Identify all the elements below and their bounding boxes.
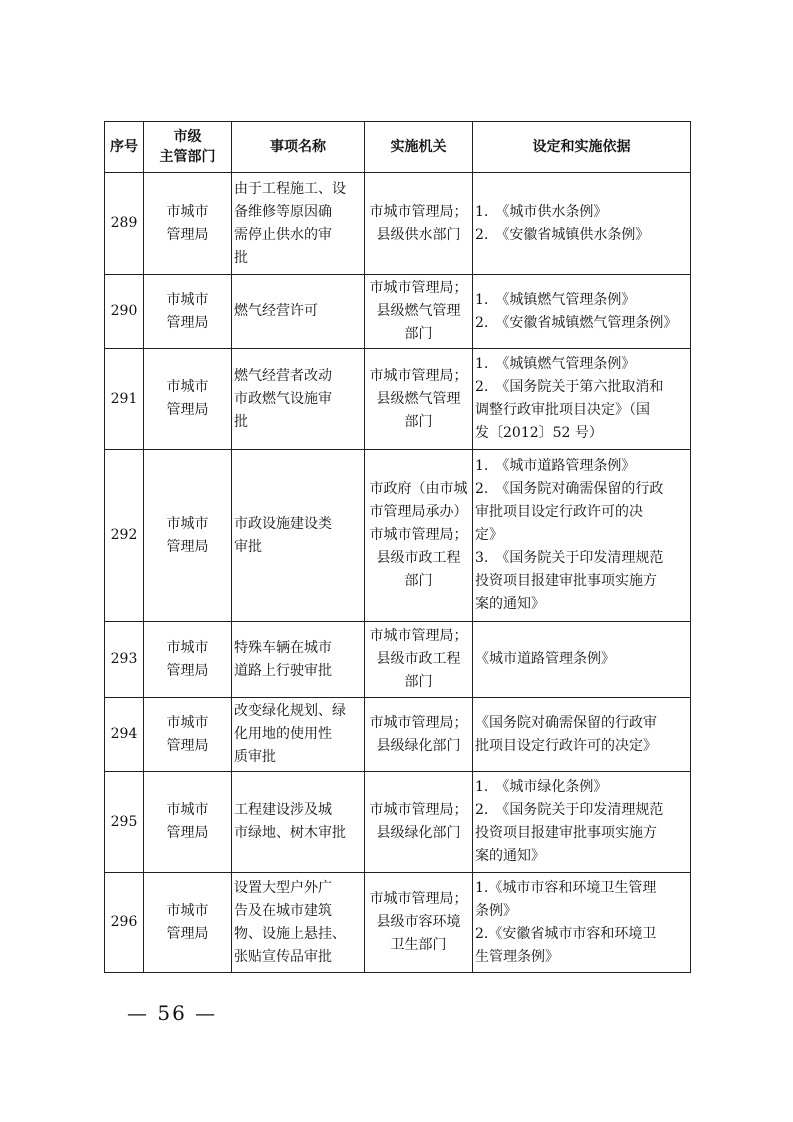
cell-item-name-line: 质审批: [234, 749, 276, 765]
table-row: [105, 698, 691, 772]
cell-no: 294: [105, 698, 144, 772]
cell-org-line: 县级市政工程: [376, 550, 461, 566]
cell-dept-line: 管理局: [166, 925, 209, 942]
cell-no: 291: [105, 349, 144, 450]
cell-dept: [144, 173, 232, 275]
cell-dept-line: 市城市: [166, 379, 209, 395]
cell-basis-line: 案的通知》: [475, 596, 545, 612]
cell-org-line: 市城市管理局；: [369, 714, 468, 731]
cell-org-line: 部门: [404, 674, 433, 690]
header-basis: 设定和实施依据: [473, 122, 691, 173]
table-row: [105, 622, 691, 698]
cell-basis-line: 2. 《安徽省城镇燃气管理条例》: [475, 314, 678, 331]
cell-basis-line: 2. 《国务院关于第六批取消和: [475, 379, 664, 395]
cell-org: [365, 173, 473, 275]
cell-item-name-line: 化用地的使用性: [234, 726, 332, 742]
cell-org-line: 县级绿化部门: [376, 737, 461, 754]
cell-basis-line: 投资项目报建审批事项实施方: [475, 573, 657, 589]
cell-item-name-line: 特殊车辆在城市: [234, 639, 332, 656]
cell-org-line: 市城市管理局；: [369, 891, 468, 907]
cell-basis-line: 《国务院对确需保留的行政审: [475, 714, 657, 731]
cell-basis-line: 投资项目报建审批事项实施方: [475, 825, 657, 841]
cell-org-line: 县级燃气管理: [376, 303, 461, 319]
header-no: 序号: [105, 122, 144, 173]
approval-items-table: [104, 121, 691, 973]
cell-org: [365, 772, 473, 873]
cell-basis-line: 批项目设定行政许可的决定》: [475, 737, 657, 754]
cell-org-line: 市城市管理局；: [369, 802, 468, 818]
cell-dept-line: 市城市: [166, 714, 209, 731]
cell-dept: [144, 772, 232, 873]
cell-item-name: [232, 275, 365, 349]
cell-org-line: 县级市政工程: [376, 651, 461, 667]
cell-item-name-line: 备维修等原因确: [234, 203, 332, 220]
cell-no: 290: [105, 275, 144, 349]
cell-no: 293: [105, 622, 144, 698]
cell-basis-line: 审批项目设定行政许可的决: [475, 504, 643, 520]
cell-basis: [473, 772, 691, 873]
cell-org: [365, 275, 473, 349]
cell-org-line: 部门: [404, 326, 433, 342]
cell-basis-line: 案的通知》: [475, 848, 545, 864]
table-row: [105, 772, 691, 873]
table-row: [105, 173, 691, 275]
table-body: [105, 173, 691, 973]
cell-item-name: [232, 873, 365, 973]
cell-dept-line: 市城市: [166, 902, 209, 919]
cell-basis-line: 1. 《城市供水条例》: [475, 203, 608, 220]
cell-no: 292: [105, 450, 144, 622]
cell-item-name-line: 工程建设涉及城: [234, 802, 332, 818]
cell-basis-line: 1. 《城市道路管理条例》: [475, 458, 636, 474]
cell-no: 295: [105, 772, 144, 873]
cell-dept: [144, 698, 232, 772]
cell-basis-line: 2. 《国务院对确需保留的行政: [475, 481, 664, 497]
cell-item-name-line: 改变绿化规划、绿: [234, 703, 346, 719]
cell-basis-line: 2.《安徽省城市市容和环境卫: [475, 925, 657, 942]
cell-basis-line: 2. 《国务院关于印发清理规范: [475, 802, 664, 818]
cell-basis-line: 1. 《城镇燃气管理条例》: [475, 291, 636, 308]
cell-dept-line: 管理局: [166, 825, 209, 841]
cell-dept-line: 市城市: [166, 515, 209, 532]
cell-item-name: [232, 173, 365, 275]
cell-dept-line: 管理局: [166, 226, 209, 243]
cell-basis: [473, 622, 691, 698]
cell-basis-line: 定》: [475, 527, 503, 543]
cell-item-name: [232, 349, 365, 450]
cell-basis-line: 2. 《安徽省城镇供水条例》: [475, 226, 650, 243]
cell-dept-line: 市城市: [166, 291, 209, 308]
cell-basis-line: 《城市道路管理条例》: [475, 651, 615, 667]
cell-dept-line: 市城市: [166, 203, 209, 220]
cell-item-name: [232, 450, 365, 622]
cell-basis-line: 1.《城市市容和环境卫生管理: [475, 879, 657, 896]
cell-dept-line: 管理局: [166, 538, 209, 555]
cell-dept: [144, 349, 232, 450]
cell-dept-line: 市城市: [166, 639, 209, 656]
cell-org-line: 部门: [404, 573, 433, 589]
cell-org-line: 市城市管理局；: [369, 628, 468, 644]
cell-basis: [473, 349, 691, 450]
cell-item-name-line: 由于工程施工、设: [234, 180, 346, 197]
cell-basis: [473, 450, 691, 622]
cell-no: 289: [105, 173, 144, 275]
cell-item-name-line: 燃气经营者改动: [234, 367, 332, 384]
cell-dept: [144, 275, 232, 349]
cell-org-line: 市城市管理局；: [369, 527, 468, 543]
cell-org-line: 市管理局承办）: [369, 504, 468, 520]
header-dept: [144, 122, 232, 173]
cell-org-line: 部门: [404, 413, 433, 430]
cell-item-name: [232, 622, 365, 698]
header-org: 实施机关: [365, 122, 473, 173]
cell-dept-line: 管理局: [166, 314, 209, 331]
cell-org-line: 卫生部门: [390, 937, 447, 953]
cell-basis: [473, 698, 691, 772]
cell-basis: [473, 873, 691, 973]
cell-dept-line: 管理局: [166, 402, 209, 418]
cell-basis: [473, 275, 691, 349]
cell-item-name-line: 批: [234, 249, 248, 266]
cell-dept: [144, 873, 232, 973]
page-number: — 56 —: [127, 1001, 218, 1025]
cell-dept-line: 管理局: [166, 662, 209, 679]
table-row: [105, 349, 691, 450]
cell-org: [365, 450, 473, 622]
cell-basis-line: 发〔2012〕52 号）: [475, 425, 603, 441]
cell-org: [365, 349, 473, 450]
cell-org-line: 县级燃气管理: [376, 390, 461, 407]
cell-org-line: 市城市管理局；: [369, 280, 468, 296]
cell-item-name-line: 燃气经营许可: [234, 303, 318, 319]
cell-item-name: [232, 698, 365, 772]
cell-basis-line: 3. 《国务院关于印发清理规范: [475, 550, 664, 566]
cell-org-line: 市城市管理局；: [369, 367, 468, 384]
cell-basis-line: 调整行政审批项目决定》（国: [475, 402, 650, 418]
cell-item-name-line: 张贴宣传品审批: [234, 948, 332, 965]
cell-basis-line: 条例》: [475, 902, 517, 919]
cell-org-line: 县级绿化部门: [376, 825, 461, 841]
cell-item-name-line: 审批: [234, 538, 262, 555]
cell-basis-line: 1. 《城市绿化条例》: [475, 779, 608, 795]
table-row: [105, 450, 691, 622]
cell-dept-line: 市城市: [166, 802, 209, 818]
cell-item-name-line: 设置大型户外广: [234, 879, 332, 896]
cell-dept-line: 管理局: [166, 737, 209, 754]
cell-basis: [473, 173, 691, 275]
cell-org: [365, 873, 473, 973]
cell-item-name: [232, 772, 365, 873]
cell-dept: [144, 622, 232, 698]
header-dept-line: 市级: [173, 129, 202, 145]
cell-org: [365, 698, 473, 772]
cell-basis-line: 1. 《城镇燃气管理条例》: [475, 356, 636, 372]
cell-item-name-line: 道路上行驶审批: [234, 662, 332, 679]
cell-org-line: 市政府（由市城: [369, 481, 468, 497]
cell-item-name-line: 市政设施建设类: [234, 515, 332, 532]
cell-org-line: 县级供水部门: [376, 226, 461, 243]
header-name: 事项名称: [232, 122, 365, 173]
cell-basis-line: 生管理条例》: [475, 948, 559, 965]
cell-item-name-line: 物、设施上悬挂、: [234, 925, 346, 942]
table-row: [105, 873, 691, 973]
table-header-row: [105, 122, 691, 173]
cell-no: 296: [105, 873, 144, 973]
cell-item-name-line: 市政燃气设施审: [234, 390, 332, 407]
cell-org-line: 县级市容环境: [376, 914, 461, 930]
cell-item-name-line: 市绿地、树木审批: [234, 825, 346, 841]
cell-item-name-line: 告及在城市建筑: [234, 902, 332, 919]
cell-dept: [144, 450, 232, 622]
cell-org: [365, 622, 473, 698]
cell-org-line: 市城市管理局；: [369, 203, 468, 220]
header-dept-line: 主管部门: [159, 149, 216, 165]
cell-item-name-line: 需停止供水的审: [234, 226, 332, 243]
table-row: [105, 275, 691, 349]
cell-item-name-line: 批: [234, 413, 248, 430]
